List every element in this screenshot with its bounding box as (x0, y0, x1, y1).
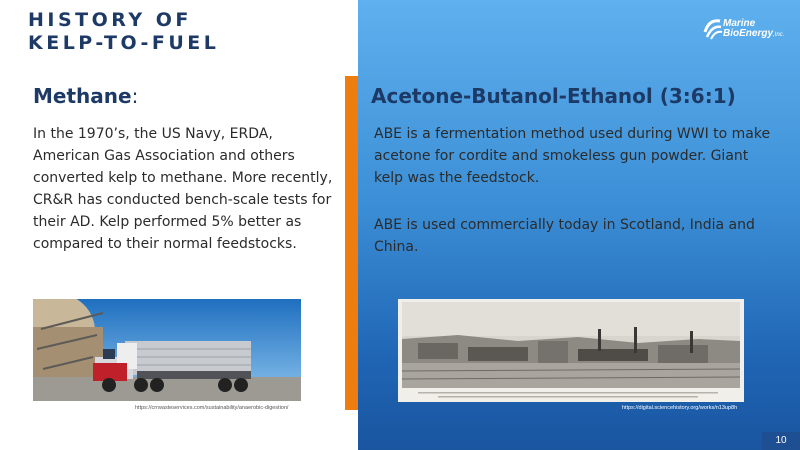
abe-paragraph-2: ABE is used commercially today in Scotland, India and China. (374, 217, 755, 255)
company-logo (702, 18, 792, 44)
methane-heading-colon: : (131, 84, 139, 108)
logo-suffix: ,Inc. (773, 32, 785, 38)
slide-title-line1: HISTORY OF (28, 9, 192, 31)
methane-heading (33, 84, 138, 108)
logo-line2: BioEnergy (723, 28, 774, 39)
slide-title (28, 9, 328, 55)
logo-text (723, 19, 784, 40)
methane-heading-text: Methane (33, 84, 132, 108)
truck-photo-caption: https://crrwasteservices.com/sustainability/anaerobic-digestion/ (135, 405, 289, 411)
logo-line1: Marine (723, 18, 756, 29)
page-number: 10 (775, 435, 787, 446)
abe-paragraph-1: ABE is a fermentation method used during WWI to make acetone for cordite and smokeless gun powder. Giant kelp was the feedstock. (374, 126, 771, 186)
accent-bar (345, 76, 358, 410)
factory-panorama-photo (398, 299, 744, 402)
methane-body: In the 1970’s, the US Navy, ERDA, American Gas Association and others converted kelp to methane. More recently, CR&R has conducted bench-scale tests for their AD. Kelp performed 5% better as compared to their normal feedstocks. (33, 126, 333, 252)
slide-title-line2: KELP-TO-FUEL (28, 32, 220, 54)
abe-heading: Acetone-Butanol-Ethanol (3:6:1) (371, 84, 736, 108)
truck-photo (33, 299, 301, 401)
page-number-badge (762, 432, 800, 450)
panorama-photo-caption: https://digital.sciencehistory.org/works/n13up8h (622, 405, 738, 411)
